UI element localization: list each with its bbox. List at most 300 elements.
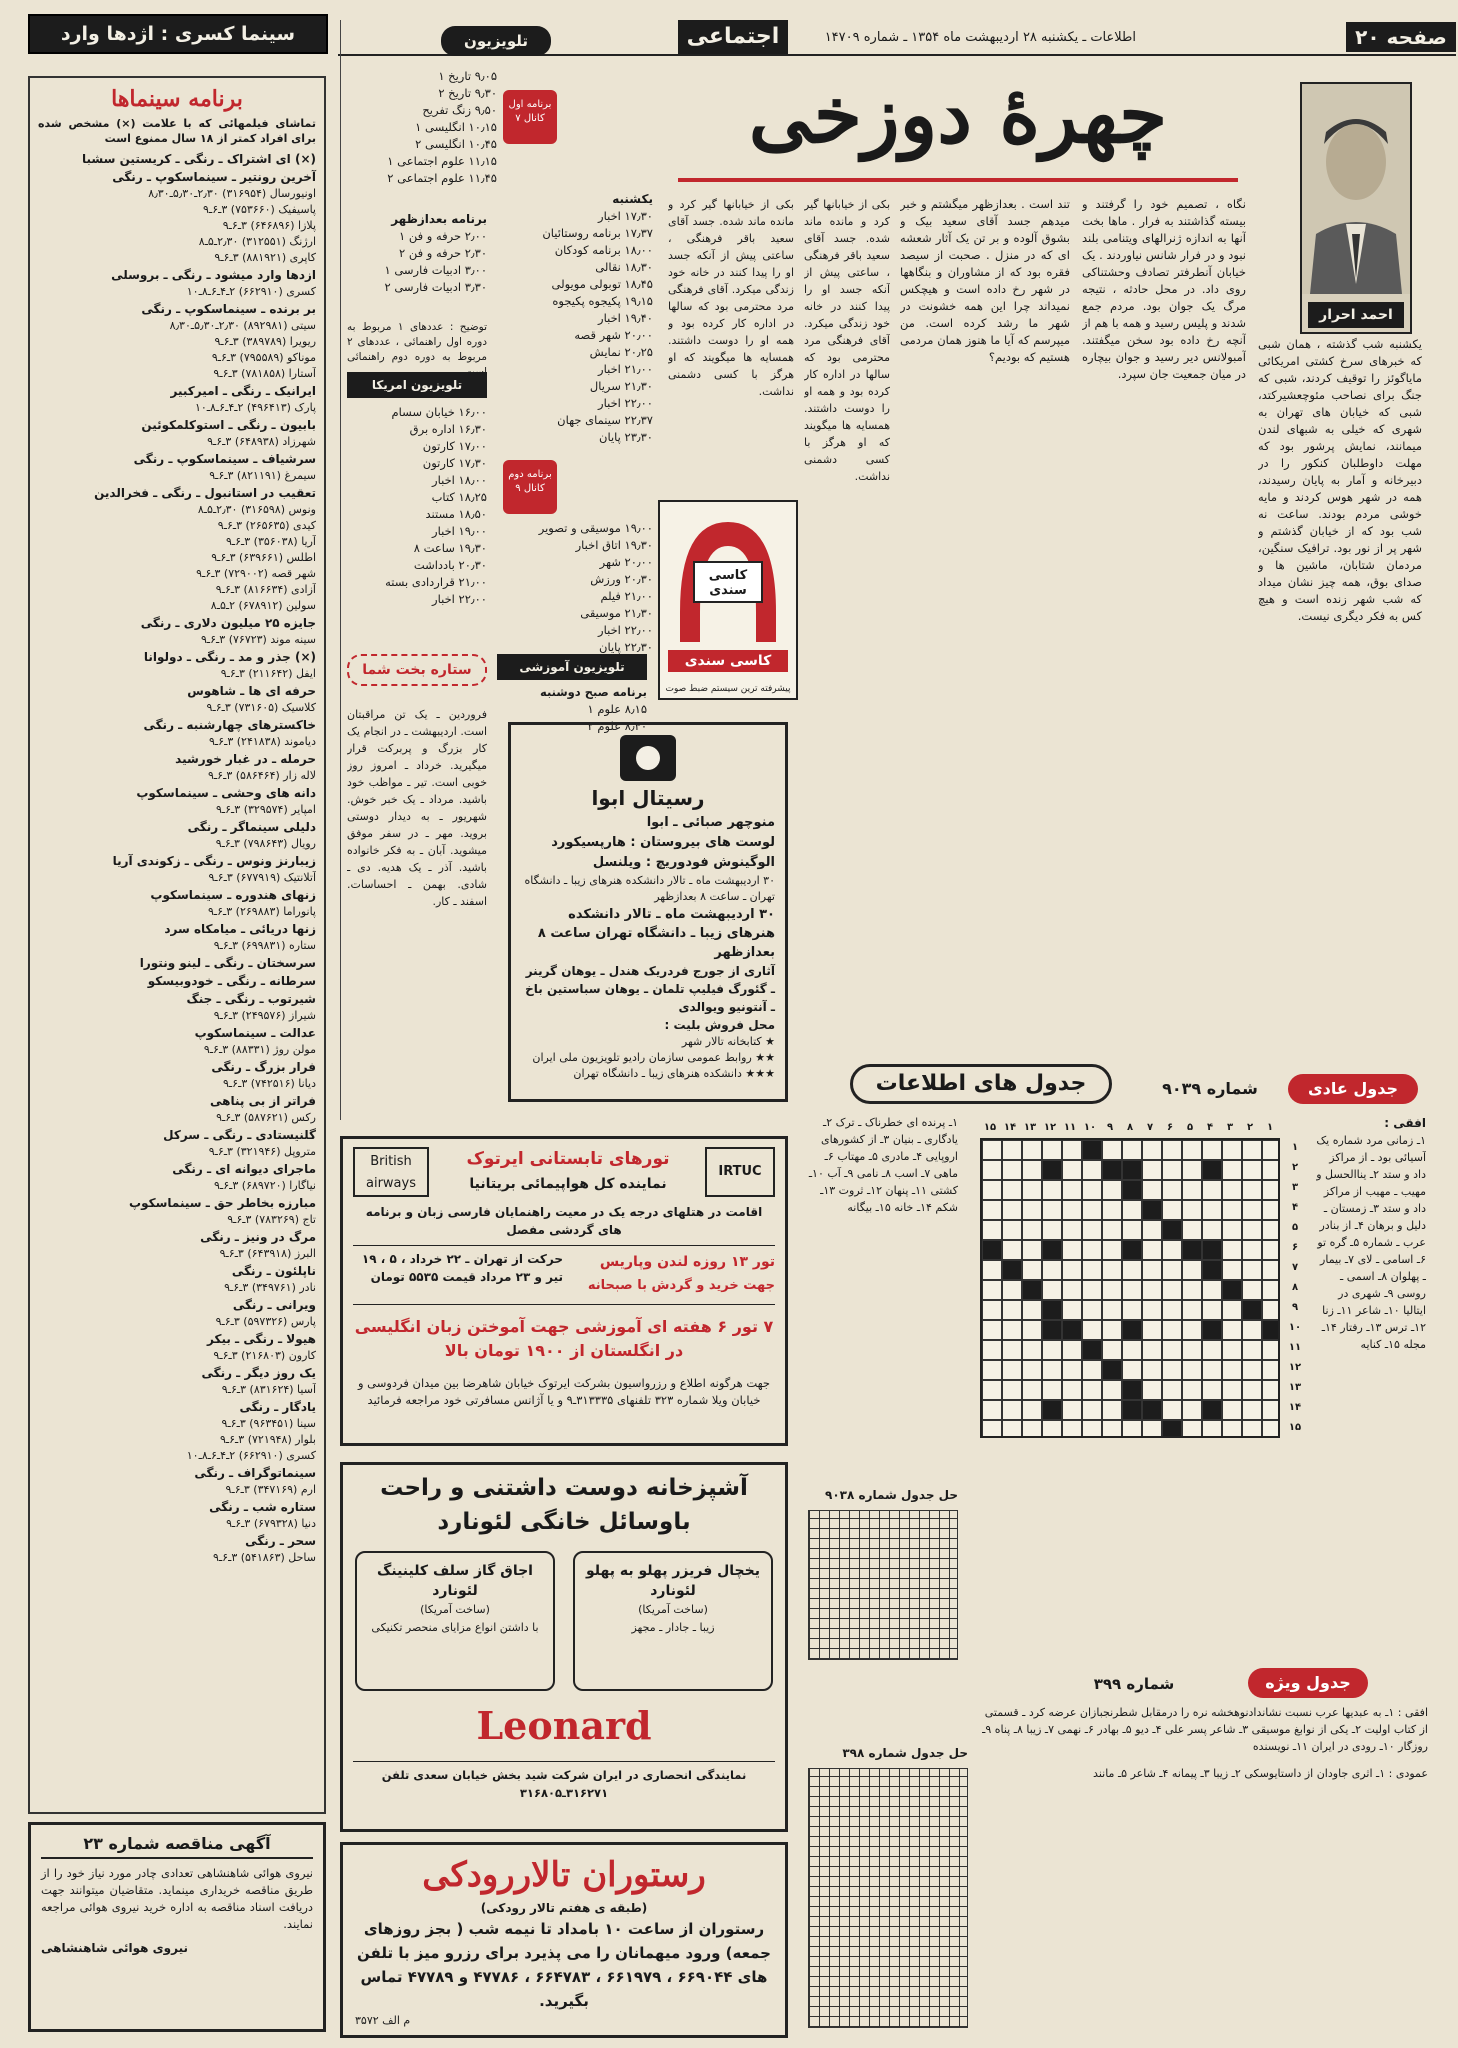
crossword-cell [982, 1420, 1002, 1438]
festival-line5: ۳۰ اردیبهشت ماه ـ تالار دانشکده هنرهای زیبا ـ دانشگاه تهران ساعت ۸ بعدازظهر [537, 907, 775, 960]
crossword-black-cell [1162, 1220, 1182, 1240]
crossword-cell [1142, 1280, 1162, 1300]
restaurant-ad [340, 1842, 788, 2038]
airways-agent: IRTUC [705, 1147, 775, 1197]
crossword-cell [1242, 1400, 1262, 1420]
crossword-cell [1162, 1180, 1182, 1200]
crossword-cell [1042, 1340, 1062, 1360]
crossword-column-number: ۱۰ [1083, 1122, 1097, 1133]
crossword-cell [1022, 1240, 1042, 1260]
crossword-across-label: افقی : [1384, 1116, 1426, 1130]
cinema-showtime: دنیا (۶۷۹۳۲۸) ۳ـ۶ـ۹ [226, 1517, 316, 1530]
crossword-black-cell [1042, 1300, 1062, 1320]
tv-program-item: ۱۹٫۴۰ اخبار [598, 311, 653, 325]
crossword-cell [1062, 1260, 1082, 1280]
tv-program-item: ۸٫۱۵ علوم ۱ [587, 702, 647, 716]
crossword-black-cell [1102, 1360, 1122, 1380]
crossword-cell [1002, 1360, 1022, 1380]
crossword-row-number: ۵ [1291, 1222, 1299, 1233]
crossword-cell [1162, 1260, 1182, 1280]
crossword-cell [1162, 1380, 1182, 1400]
cinema-showtime: کارون (۲۱۶۸۰۳) ۳ـ۶ـ۹ [213, 1349, 316, 1362]
crossword-cell [1002, 1160, 1022, 1180]
cinema-showtime: کلاسیک (۷۳۱۶۰۵) ۳ـ۶ـ۹ [206, 701, 316, 714]
crossword-solution-grid [808, 1510, 958, 1660]
crossword-cell [1142, 1380, 1162, 1400]
festival-line4: ۳۰ اردیبهشت ماه ـ تالار دانشکده هنرهای زیبا ـ دانشگاه تهران ـ ساعت ۸ بعدازظهر [524, 874, 775, 903]
crossword-column-number: ۷ [1146, 1122, 1154, 1133]
crossword-black-cell [1042, 1400, 1062, 1420]
tv-program-item: ۲۱٫۰۰ فیلم [600, 589, 653, 603]
crossword-row-number: ۱ [1291, 1142, 1299, 1153]
tv-program-item: ۱۹٫۳۰ ساعت ۸ [413, 541, 487, 555]
crossword-cell [1042, 1380, 1062, 1400]
special-crossword-down: عمودی : ۱ـ اثری جاودان از داستایوسکی ۲ـ زیبا ۳ـ پیمانه ۴ـ شاعر ۵ـ مانند [1093, 1767, 1428, 1780]
crossword-cell [1042, 1420, 1062, 1438]
crossword-cell [1202, 1340, 1222, 1360]
crossword-column-number: ۱۵ [983, 1122, 997, 1133]
crossword-black-cell [1142, 1400, 1162, 1420]
crossword-down-text: ۱ـ پرنده ای خطرناک ـ ترک ۲ـ یادگاری ـ بنیان ۳ـ از کشورهای اروپایی ۴ـ مادری ۵ـ مهتاب ۶ـ ماهی ۷ـ اسب ۸ـ نامی ۹ـ آب ۱۰ـ کشتی ۱۱ـ پنهان ۱۲ـ ثروت ۱۳ـ شکم ۱۴ـ خانه ۱۵ـ بیگانه [808, 1116, 958, 1214]
crossword-cell [1042, 1220, 1062, 1240]
crossword-cell [1222, 1380, 1242, 1400]
cinema-showtime: تاج (۷۸۳۲۶۹) ۳ـ۶ـ۹ [227, 1213, 316, 1226]
crossword-cell [982, 1400, 1002, 1420]
crossword-cell [1142, 1300, 1162, 1320]
crossword-cell [1002, 1380, 1022, 1400]
crossword-cell [1222, 1340, 1242, 1360]
oven-title: اجاق گاز سلف کلینینگ لئونارد [377, 1563, 533, 1599]
cinema-film-title: بابیون ـ رنگی ـ استوکلمکوئین [141, 418, 316, 432]
tv-program-item: ۲۰٫۰۰ شهر قصه [574, 328, 653, 342]
crossword-cell [1262, 1420, 1280, 1438]
crossword-cell [1022, 1140, 1042, 1160]
crossword-row-number: ۶ [1291, 1242, 1299, 1253]
cinema-film-title: شیرتوب ـ رنگی ـ جنگ [186, 992, 316, 1006]
crossword-cell [1182, 1160, 1202, 1180]
crossword-cell [982, 1140, 1002, 1160]
festival-line9: ★★ روابط عمومی سازمان رادیو تلویزیون ملی ایران [532, 1051, 775, 1064]
cinema-showtime: پانوراما (۲۶۹۸۸۳) ۳ـ۶ـ۹ [207, 905, 316, 918]
cinema-film-title: ایرانیک ـ رنگی ـ امیرکبیر [170, 384, 316, 398]
tv-program-item: ۲۱٫۳۰ سریال [589, 379, 653, 393]
crossword-cell [1242, 1180, 1262, 1200]
crossword-cell [1142, 1320, 1162, 1340]
crossword-cell [1162, 1340, 1182, 1360]
crossword-black-cell [1202, 1320, 1222, 1340]
tv-program-item: ۲۱٫۳۰ موسیقی [580, 606, 653, 620]
crossword-cell [1062, 1180, 1082, 1200]
crossword-cell [1082, 1400, 1102, 1420]
tv-program-item: ۱۸٫۰۰ اخبار [432, 473, 487, 487]
airways-tour1: تور ۱۳ روزه لندن وپاریس [599, 1254, 775, 1270]
cinema-title: برنامه سینماها [111, 86, 243, 112]
crossword-cell [1102, 1260, 1122, 1280]
special-crossword-label: جدول ویژه [1248, 1668, 1368, 1698]
crossword-cell [1062, 1340, 1082, 1360]
crossword-cell [1102, 1240, 1122, 1260]
crossword-cell [982, 1200, 1002, 1220]
feature-column-1 [1258, 196, 1422, 1226]
crossword-cell [1122, 1360, 1142, 1380]
tv-program-item: ۳٫۰۰ ادبیات فارسی ۱ [384, 263, 487, 277]
cinema-showtime: کیدی (۲۶۵۶۳۵) ۳ـ۶ـ۹ [217, 519, 316, 532]
crossword-black-cell [1142, 1200, 1162, 1220]
crossword-cell [1022, 1360, 1042, 1380]
oven-colors: با داشتن انواع مزایای منحصر تکنیکی [371, 1621, 539, 1634]
crossword-cell [1262, 1220, 1280, 1240]
crossword-cell [1162, 1240, 1182, 1260]
crossword-black-cell [1202, 1260, 1222, 1280]
crossword-cell [1122, 1140, 1142, 1160]
crossword-cell [1022, 1380, 1042, 1400]
cinema-film-title: ستاره شب ـ رنگی [209, 1500, 316, 1514]
crossword-row-number: ۱۱ [1288, 1342, 1302, 1353]
crossword-cell [1222, 1140, 1242, 1160]
tv-program-item: ۲۳٫۳۰ پایان [599, 430, 653, 444]
cinema-showtime: شهر قصه (۷۲۹۰۰۲) ۳ـ۶ـ۹ [196, 567, 316, 580]
cinema-banner [28, 14, 328, 54]
crossword-cell [1122, 1220, 1142, 1240]
crossword-cell [1082, 1260, 1102, 1280]
feature-body-5: بکی از خیابانها گیر کرد و مانده ماند شده. جسد آقای سعید باقر فرهنگی ، ساعتی پیش از آنکه جسد او را پیدا کنند در خانه خود زندگی میکرد. آقای فرهنگی مرد محترمی بود که سالها در اداره کار کرده بود و همه او را دوست داشتند. همسایه ها میگویند که او هرگز با کسی دشمنی نداشت. [668, 198, 794, 398]
crossword-cell [1182, 1340, 1202, 1360]
cinema-showtime: ستاره (۶۹۹۸۳۱) ۳ـ۶ـ۹ [213, 939, 316, 952]
cinema-film-title: (×) جذر و مد ـ رنگی ـ دولوانا [143, 650, 316, 664]
tv-american-label: تلویزیون امریکا [347, 372, 487, 398]
tv-star-label: ستاره بخت شما [347, 654, 487, 686]
crossword-cell [1082, 1300, 1102, 1320]
airways-ad [340, 1136, 788, 1446]
cinema-film-title: جایزه ۲۵ میلیون دلاری ـ رنگی [140, 616, 316, 630]
cinema-film-title: هیولا ـ رنگی ـ بیکر [207, 1332, 316, 1346]
crossword-cell [1182, 1180, 1202, 1200]
cassette-ad [658, 500, 798, 700]
cinema-showtime: رکس (۵۸۷۶۲۱) ۳ـ۶ـ۹ [216, 1111, 316, 1124]
crossword-cell [1102, 1420, 1122, 1438]
crossword-solution-label: حل جدول شماره ۹۰۳۸ [825, 1488, 958, 1502]
crossword-cell [1042, 1200, 1062, 1220]
crossword-row-numbers [1284, 1138, 1306, 1438]
crossword-black-cell [1122, 1380, 1142, 1400]
crossword-cell [1262, 1240, 1280, 1260]
airways-tour2: ۷ تور ۶ هفته ای آموزشی جهت آموختن زبان انگلیسی در انگلستان از ۱۹۰۰ تومان بالا [354, 1317, 774, 1360]
cinema-showtime: پارک (۴۹۶۴۱۳) ۲ـ۴ـ۶ـ۸ـ۱۰ [194, 401, 316, 414]
cinema-showtime: کسری (۶۶۲۹۱۰) ۲ـ۴ـ۶ـ۸ـ۱۰ [186, 285, 316, 298]
cinema-showtime: پاسیفیک (۷۵۳۶۶۰) ۳ـ۶ـ۹ [203, 203, 316, 216]
kitchen-item-fridge [573, 1551, 773, 1691]
cinema-film-title: سرسختان ـ رنگی ـ لینو ونتورا [139, 956, 316, 970]
crossword-number: شماره ۹۰۳۹ [1162, 1079, 1258, 1098]
festival-line8: ★ کتابخانه تالار شهر [681, 1035, 775, 1048]
tv-ch2-items [491, 520, 653, 656]
crossword-cell [1082, 1420, 1102, 1438]
crossword-cell [1022, 1160, 1042, 1180]
cinema-film-title: سینماتوگراف ـ رنگی [194, 1466, 316, 1480]
crossword-cell [1142, 1240, 1162, 1260]
feature-body-2: نگاه ، تصمیم خود را گرفتند و بیسته گذاشتند به فرار . ماها بخت آنها به اندازه ژنرالهای ویتنامی بلند نبود و در فرار شانس نیاوردند . یک خیابان آنطرفتر تصادف وحشتناکی روی داد. در محل حادثه ، نتیجه مرگ یک جوان بود. مردم جمع شدند و پلیس رسید و همه با هم از آنچه رخ داده بود سخن میگفتند. آمبولانس دیر رسید و جوان بیچاره در میان جمعیت جان سپرد. [1082, 197, 1246, 381]
airways-tour1b: جهت خرید و گردش با صبحانه [587, 1278, 775, 1293]
tv-program-item: ۲۰٫۳۰ ورزش [590, 572, 653, 586]
crossword-cell [1062, 1140, 1082, 1160]
crossword-cell [1182, 1420, 1202, 1438]
cinema-film-title: حرمله ـ در غبار خورشید [175, 752, 316, 766]
crossword-row-number: ۹ [1291, 1302, 1299, 1313]
crossword-cell [1242, 1320, 1262, 1340]
tv-program-item: ۲۲٫۰۰ اخبار [598, 396, 653, 410]
crossword-cell [1002, 1320, 1022, 1340]
tv-program-item: ۱۸٫۳۰ نقالی [595, 260, 653, 274]
airways-tour1-box [353, 1245, 775, 1305]
cinema-showtime: ایفل (۲۱۱۶۴۲) ۳ـ۶ـ۹ [220, 667, 316, 680]
crossword-cell [1182, 1320, 1202, 1340]
cinema-showtime: پارس (۵۹۷۳۲۶) ۳ـ۶ـ۹ [215, 1315, 316, 1328]
cinema-film-title: ویرانی ـ رنگی [232, 1298, 316, 1312]
crossword-cell [1002, 1200, 1022, 1220]
crossword-cell [1102, 1340, 1122, 1360]
crossword-cell [1002, 1420, 1022, 1438]
festival-line1: منوچهر صبائی ـ ابوا [646, 815, 775, 830]
cinema-film-title: فرار بزرگ ـ رنگی [211, 1060, 316, 1074]
crossword-cell [1242, 1340, 1262, 1360]
tv-ch1-label: برنامه اول کانال ۷ [503, 90, 557, 144]
crossword-cell [982, 1280, 1002, 1300]
crossword-row-number: ۷ [1291, 1262, 1299, 1273]
crossword-cell [1242, 1420, 1262, 1438]
festival-line6: آثاری از جورج فردریک هندل ـ یوهان گرینر ـ گئورگ فیلیپ تلمان ـ یوهان سباستین باخ ـ آنتونیو ویوالدی [525, 964, 775, 1014]
cinema-film-title: ناپلئون ـ رنگی [231, 1264, 316, 1278]
crossword-cell [1182, 1400, 1202, 1420]
crossword-cell [1262, 1400, 1280, 1420]
cinema-film-title: خاکسترهای چهارشنبه ـ رنگی [143, 718, 316, 732]
cinema-film-title: سحر ـ رنگی [245, 1534, 316, 1548]
crossword-cell [1082, 1180, 1102, 1200]
crossword-cell [1022, 1180, 1042, 1200]
crossword-column-number: ۹ [1106, 1122, 1114, 1133]
crossword-cell [1062, 1380, 1082, 1400]
crossword-cell [1022, 1260, 1042, 1280]
cinema-showtime: سینا (۹۶۳۴۵۱) ۳ـ۶ـ۹ [221, 1417, 316, 1430]
tv-program-item: ۹٫۵۰ زنگ تفریح [422, 103, 497, 117]
crossword-cell [1102, 1280, 1122, 1300]
crossword-cell [1102, 1140, 1122, 1160]
tv-program-item: ۹٫۳۰ تاریخ ۲ [438, 86, 497, 100]
special-crossword-clues [980, 1704, 1428, 1964]
crossword-cell [1262, 1140, 1280, 1160]
tv-logo: تلویزیون [441, 26, 551, 56]
crossword-cell [1202, 1140, 1222, 1160]
crossword-cell [1002, 1220, 1022, 1240]
crossword-cell [1162, 1160, 1182, 1180]
crossword-cell [1022, 1220, 1042, 1240]
restaurant-code: م الف ۳۵۷۲ [355, 2014, 411, 2027]
crossword-down [808, 1114, 958, 1494]
crossword-column-number: ۱۱ [1063, 1122, 1077, 1133]
cassette-subtitle: پیشرفته ترین سیستم ضبط صوت [665, 684, 791, 694]
cinema-showtime: نادر (۳۴۹۷۶۱) ۳ـ۶ـ۹ [224, 1281, 316, 1294]
tv-program-item: ۲۰٫۰۰ شهر [599, 555, 653, 569]
crossword-cell [982, 1320, 1002, 1340]
tv-program-item: ۲۲٫۰۰ اخبار [432, 592, 487, 606]
restaurant-subtitle: (طبقه ی هفتم تالار رودکی) [480, 1901, 648, 1915]
crossword-row-number: ۲ [1291, 1162, 1299, 1173]
tv-program-item: ۳٫۳۰ ادبیات فارسی ۲ [384, 280, 487, 294]
crossword-black-cell [1102, 1160, 1122, 1180]
crossword-cell [1262, 1360, 1280, 1380]
crossword-cell [1002, 1180, 1022, 1200]
headline-underline [678, 178, 1238, 182]
crossword-column-number: ۱۴ [1003, 1122, 1017, 1133]
crossword-cell [1222, 1400, 1242, 1420]
tv-program-item: ۱۷٫۳۰ اخبار [598, 209, 653, 223]
crossword-cell [1002, 1240, 1022, 1260]
tv-program-item: ۸٫۴۰ علوم ۲ [587, 719, 647, 733]
crossword-cell [1142, 1180, 1162, 1200]
crossword-cell [1142, 1140, 1162, 1160]
crossword-cell [1222, 1300, 1242, 1320]
cinema-showtime: آتلانتیک (۶۷۷۹۱۹) ۳ـ۶ـ۹ [208, 871, 316, 884]
author-name: احمد احرار [1308, 302, 1404, 328]
page-number: صفحه ۲۰ [1346, 22, 1456, 52]
cinema-film-title: یک روز دیگر ـ رنگی [201, 1366, 316, 1380]
crossword-cell [1122, 1420, 1142, 1438]
crossword-row-number: ۱۳ [1288, 1382, 1302, 1393]
section-title: اجتماعی [678, 20, 788, 54]
restaurant-title: رستوران تالاررودکی [422, 1855, 706, 1895]
cinema-film-title: آخرین رونتیر ـ سینماسکوپ ـ رنگی [112, 170, 316, 184]
cinema-film-title: تعقیب در استانبول ـ رنگی ـ فخرالدین [94, 486, 316, 500]
cinema-showtime: آسیا (۸۳۱۶۲۴) ۳ـ۶ـ۹ [221, 1383, 316, 1396]
festival-title: رسیتال ابوا [591, 786, 705, 810]
crossword-black-cell [1122, 1320, 1142, 1340]
crossword-cell [982, 1360, 1002, 1380]
kitchen-ad [340, 1462, 788, 1832]
fridge-sub: (ساخت آمریکا) [638, 1603, 708, 1616]
crossword-black-cell [1122, 1180, 1142, 1200]
tv-star [347, 654, 487, 694]
crossword-cell [1242, 1220, 1262, 1240]
tv-program-item: ۱۷٫۰۰ کارتون [422, 439, 487, 453]
tv-american [347, 404, 487, 664]
festival-ad [508, 722, 788, 1102]
crossword-cell [1122, 1300, 1142, 1320]
tv-program-item: ۱۹٫۳۰ اتاق اخبار [575, 538, 653, 552]
crossword-cell [1202, 1280, 1222, 1300]
crossword-cell [1202, 1200, 1222, 1220]
cinema-showtime: موناکو (۷۹۵۵۸۹) ۳ـ۶ـ۹ [211, 351, 316, 364]
crossword-cell [1142, 1420, 1162, 1438]
cinema-film-title: زنها دریائی ـ میامکاه سرد [164, 922, 316, 936]
crossword-cell [1242, 1160, 1262, 1180]
tv-program-item: ۱۸٫۲۵ کتاب [431, 490, 487, 504]
crossword-black-cell [982, 1240, 1002, 1260]
cinema-showtime: دیاموند (۲۴۱۸۳۸) ۳ـ۶ـ۹ [209, 735, 316, 748]
cinema-showtime: مولن روژ (۸۸۳۳۱) ۳ـ۶ـ۹ [203, 1043, 316, 1056]
tv-program-item: ۱۸٫۵۰ مستند [425, 507, 487, 521]
contest-ad-title: آگهی مناقصه شماره ۲۳ [41, 1831, 313, 1859]
crossword-black-cell [1082, 1140, 1102, 1160]
cinema-film-title: زنهای هندوره ـ سینماسکوپ [150, 888, 316, 902]
cinema-showtime: آستارا (۷۸۱۸۵۸) ۳ـ۶ـ۹ [213, 367, 316, 380]
crossword-column-number: ۸ [1126, 1122, 1134, 1133]
airways-brand: British airways [366, 1154, 416, 1191]
tv-program-item: ۲۱٫۰۰ اخبار [598, 362, 653, 376]
tv-program-item: ۲۰٫۳۰ بادداشت [413, 558, 487, 572]
special-solution-grid [808, 1768, 968, 2028]
crossword-black-cell [1182, 1240, 1202, 1260]
crossword-cell [1222, 1160, 1242, 1180]
festival-line3: الوگینوش فودوریچ : ویلنسل [592, 855, 775, 870]
cinema-film-title: گلنیستادی ـ رنگی ـ سرکل [163, 1128, 316, 1142]
tv-program-item: ۲۱٫۰۰ قراردادی بسته [385, 575, 487, 589]
crossword-cell [1262, 1340, 1280, 1360]
crossword-cell [1182, 1280, 1202, 1300]
crossword-cell [1262, 1260, 1280, 1280]
crossword-cell [1142, 1340, 1162, 1360]
crossword-cell [1242, 1240, 1262, 1260]
crossword-cell [1102, 1200, 1122, 1220]
crossword-column-number: ۶ [1166, 1122, 1174, 1133]
special-crossword-number: شماره ۳۹۹ [1093, 1675, 1175, 1693]
cinema-showtime: ونوس (۳۱۶۵۹۸) ۲٫۳۰ـ۵ـ۸ [197, 503, 316, 516]
cinema-showtime: کاپری (۸۸۱۹۲۱) ۳ـ۶ـ۹ [214, 251, 316, 264]
crossword-cell [1102, 1400, 1122, 1420]
cinema-film-title: فراتر از بی پناهی [210, 1094, 316, 1108]
crossword-black-cell [1242, 1300, 1262, 1320]
crossword-cells [980, 1138, 1280, 1438]
crossword-cell [1222, 1240, 1242, 1260]
cinema-showtime: آریا (۳۵۶۰۳۸) ۳ـ۶ـ۹ [225, 535, 316, 548]
crossword-cell [1222, 1180, 1242, 1200]
special-solution-label: حل جدول شماره ۳۹۸ [842, 1746, 968, 1760]
tv-program-item: ۱۸٫۰۰ برنامه کودکان [554, 243, 653, 257]
crossword-cell [1082, 1220, 1102, 1240]
contest-ad-body: نیروی هوائی شاهنشاهی تعدادی چادر مورد نیاز خود را از طریق مناقصه خریداری مینماید. متقاضیان میتوانند جهت دریافت اسناد مناقصه به اداره خرید نیروی هوائی مراجعه نمایند. [41, 1866, 313, 1931]
crossword-cell [1082, 1160, 1102, 1180]
cinema-showtime: آزادی (۸۱۶۶۳۴) ۳ـ۶ـ۹ [215, 583, 316, 596]
crossword-cell [1202, 1220, 1222, 1240]
crossword-cell [1182, 1300, 1202, 1320]
crossword-column-number: ۴ [1206, 1122, 1214, 1133]
crossword-cell [982, 1260, 1002, 1280]
festival-line10: ★★★ دانشکده هنرهای زیبا ـ دانشگاه تهران [573, 1067, 775, 1080]
tv-sunday-label: یکشنبه [612, 192, 653, 206]
cinema-film-title: سرشیاف ـ سینماسکوپ ـ رنگی [133, 452, 316, 466]
fridge-colors: زیبا ـ جادار ـ مجهز [631, 1621, 715, 1634]
crossword-cell [1182, 1260, 1202, 1280]
tv-sunday-items [491, 208, 653, 446]
crossword-black-cell [1122, 1240, 1142, 1260]
crossword-column-numbers [980, 1118, 1306, 1138]
crossword-cell [1062, 1200, 1082, 1220]
crossword-banner [850, 1064, 1112, 1104]
cinema-showtime: البرز (۶۴۳۹۱۸) ۳ـ۶ـ۹ [219, 1247, 316, 1260]
feature-headline: چهرهٔ دوزخی [748, 70, 1168, 161]
tv-program-item: ۱۱٫۴۵ علوم اجتماعی ۲ [387, 171, 497, 185]
cinema-showtime: پلازا (۶۴۶۸۹۶) ۳ـ۶ـ۹ [222, 219, 316, 232]
crossword-cell [1142, 1160, 1162, 1180]
cinema-film-title: ازدها وارد میشود ـ رنگی ـ بروسلی [111, 268, 316, 282]
crossword-black-cell [1062, 1320, 1082, 1340]
cinema-note: تماشای فیلمهائی که با علامت (×) مشخص شده برای افراد کمتر از ۱۸ سال ممنوع است [38, 117, 316, 145]
cinema-showtime: رویال (۷۹۸۶۴۳) ۳ـ۶ـ۹ [215, 837, 316, 850]
crossword-cell [1202, 1420, 1222, 1438]
crossword-cell [1222, 1220, 1242, 1240]
crossword-cell [1002, 1140, 1022, 1160]
crossword-cell [1042, 1180, 1062, 1200]
cinema-film-title: عدالت ـ سینماسکوپ [194, 1026, 316, 1040]
crossword-cell [1182, 1380, 1202, 1400]
